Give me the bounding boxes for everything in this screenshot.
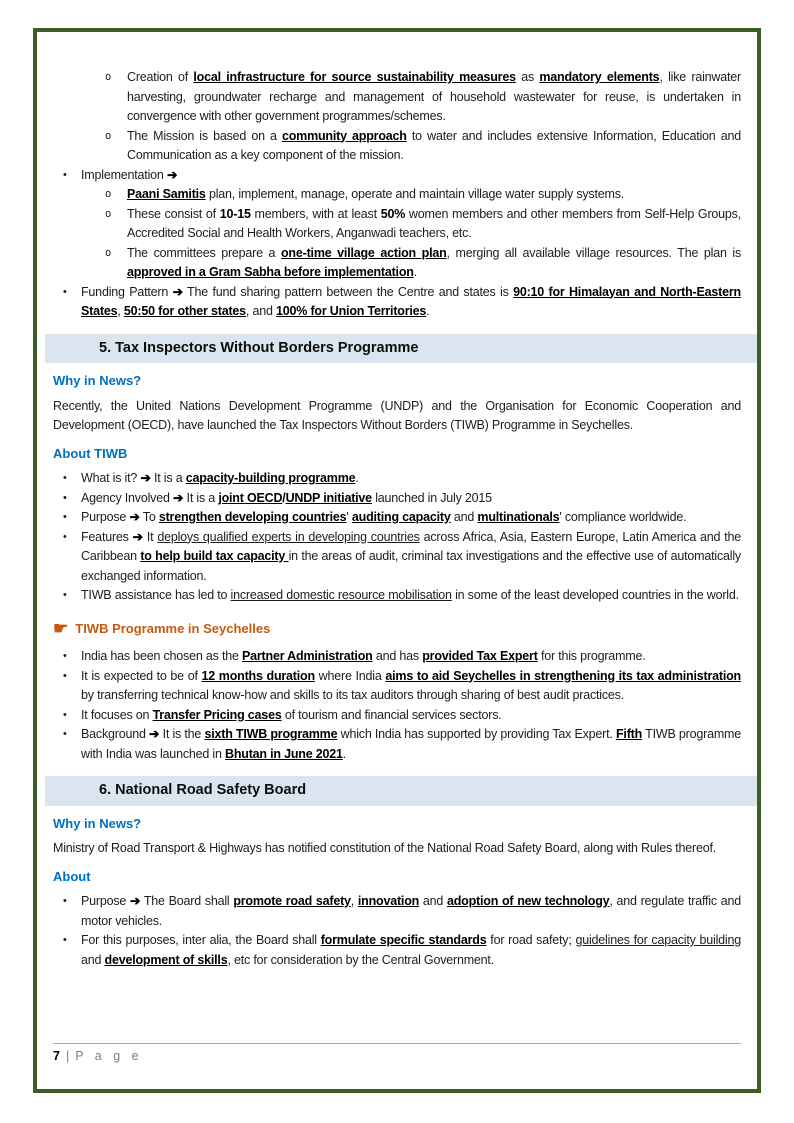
bullet-icon: • xyxy=(63,511,67,523)
bullet-item xyxy=(53,667,741,706)
bullet-icon: • xyxy=(63,589,67,601)
bullet-icon: • xyxy=(63,728,67,740)
bullet-icon: • xyxy=(63,530,67,543)
bullet-icon: • xyxy=(63,491,67,504)
bullet-icon: • xyxy=(63,895,67,907)
sub-bullet-item xyxy=(53,127,741,166)
sub-bullet-text: These consist of 10-15 members, with at least 50% women members and other members from Self-Help Groups, Accredited Social and Health Workers, Anganwadi teachers, etc. xyxy=(127,206,741,240)
bullet-icon: • xyxy=(63,669,67,682)
section-heading-tiwb: 5. Tax Inspectors Without Borders Programme xyxy=(45,334,757,364)
bullet-item xyxy=(53,586,741,606)
bullet-text: Agency Involved ➔ It is a joint OECD/UNDP initiative launched in July 2015 xyxy=(81,490,492,505)
page-content xyxy=(37,32,757,970)
why-in-news-heading: Why in News? xyxy=(53,815,142,831)
sub-bullet-icon: o xyxy=(105,188,112,200)
pointing-hand-icon: ☛ xyxy=(53,618,69,638)
bullet-text: Purpose ➔ The Board shall promote road safety, innovation and adoption of new technology, and regulate traffic and motor vehicles. xyxy=(81,894,741,928)
sub-bullet-text: Creation of local infrastructure for source sustainability measures as mandatory elements, like rainwater harvesting, groundwater recharge and management of household wastewater for reuse, is undertaken in convergence with other government programmes/schemes. xyxy=(127,70,741,123)
sub-bullet-icon: o xyxy=(105,71,112,83)
bullet-item xyxy=(53,489,741,509)
bullet-text: India has been chosen as the Partner Administration and has provided Tax Expert for this programme. xyxy=(81,649,646,663)
why-in-news-heading: Why in News? xyxy=(53,373,142,388)
bullet-item xyxy=(53,166,741,186)
bullet-item xyxy=(53,892,741,931)
bullet-item xyxy=(53,647,741,667)
bullet-icon: • xyxy=(63,650,67,662)
bullet-text: Purpose ➔ To strengthen developing countries' auditing capacity and multinationals' compliance worldwide. xyxy=(81,510,687,524)
paragraph: Ministry of Road Transport & Highways has notified constitution of the National Road Safety Board, along with Rules thereof. xyxy=(53,841,717,855)
sub-bullet-text: The Mission is based on a community approach to water and includes extensive Information, Education and Communication as a key component of the mission. xyxy=(127,128,741,162)
sub-bullet-icon: o xyxy=(105,246,112,259)
bullet-text: Background ➔ It is the sixth TIWB programme which India has supported by providing Tax Expert. Fifth TIWB programme with India was launched in Bhutan in June 2021. xyxy=(81,727,742,761)
sub-bullet-item xyxy=(53,68,741,127)
sub-bullet-icon: o xyxy=(105,207,112,220)
bullet-icon: • xyxy=(63,168,67,181)
bullet-icon: • xyxy=(63,708,67,721)
about-tiwb-heading: About TIWB xyxy=(53,445,128,461)
page-border xyxy=(33,28,761,1093)
bullet-icon: • xyxy=(63,934,67,946)
about-heading: About xyxy=(53,868,91,884)
sub-bullet-item xyxy=(53,244,741,283)
footer-divider-line xyxy=(53,1043,741,1044)
footer-text xyxy=(53,1049,741,1063)
sub-bullet-text: Paani Samitis plan, implement, manage, operate and maintain village water supply systems. xyxy=(127,187,625,201)
sub-bullet-text: The committees prepare a one-time village action plan, merging all available village resources. The plan is approved in a Gram Sabha before implementation. xyxy=(127,245,742,279)
bullet-item xyxy=(53,528,741,587)
sub-bullet-item xyxy=(53,185,741,205)
bullet-item xyxy=(53,469,741,489)
footer-separator: | xyxy=(65,1049,70,1063)
bullet-text: What is it? ➔ It is a capacity-building programme. xyxy=(81,471,359,485)
page-number: 7 xyxy=(53,1049,60,1063)
subsection-heading-text: TIWB Programme in Seychelles xyxy=(75,620,271,636)
bullet-text: Implementation ➔ xyxy=(81,167,178,182)
bullet-text: It focuses on Transfer Pricing cases of tourism and financial services sectors. xyxy=(81,707,502,722)
bullet-text: It is expected to be of 12 months duration where India aims to aid Seychelles in strengthening its tax administration by transferring technical know-how and skills to its tax auditors through sharing of best audit practices. xyxy=(81,668,741,702)
page-footer xyxy=(53,1043,741,1063)
section-heading-road-safety: 6. National Road Safety Board xyxy=(45,776,757,806)
sub-bullet-icon: o xyxy=(105,129,112,142)
bullet-icon: • xyxy=(63,285,67,298)
bullet-item xyxy=(53,931,741,970)
bullet-item xyxy=(53,283,741,322)
bullet-text: TIWB assistance has led to increased domestic resource mobilisation in some of the least developed countries in the world. xyxy=(81,588,739,602)
paragraph: Recently, the United Nations Development Programme (UNDP) and the Organisation for Economic Cooperation and Development (OECD), have launched the Tax Inspectors Without Borders (TIWB) Programme in Seychelles. xyxy=(53,398,741,432)
bullet-text: Funding Pattern ➔ The fund sharing pattern between the Centre and states is 90:10 for Himalayan and North-Eastern States, 50:50 for other states, and 100% for Union Territories. xyxy=(81,284,741,318)
sub-bullet-item xyxy=(53,205,741,244)
bullet-icon: • xyxy=(63,472,67,484)
subsection-heading-tiwb-seychelles xyxy=(53,619,741,639)
bullet-text: For this purposes, inter alia, the Board shall formulate specific standards for road safety; guidelines for capacity building and development of skills, etc for consideration by the Central Government. xyxy=(81,933,741,967)
footer-page-label: P a g e xyxy=(75,1049,143,1063)
bullet-item xyxy=(53,706,741,726)
bullet-text: Features ➔ It deploys qualified experts in developing countries across Africa, Asia, Eastern Europe, Latin America and the Caribbean to help build tax capacity in the areas of audit, criminal tax investigations and the effective use of automatically exchanged information. xyxy=(81,529,741,583)
bullet-item xyxy=(53,508,741,528)
bullet-item xyxy=(53,725,741,764)
